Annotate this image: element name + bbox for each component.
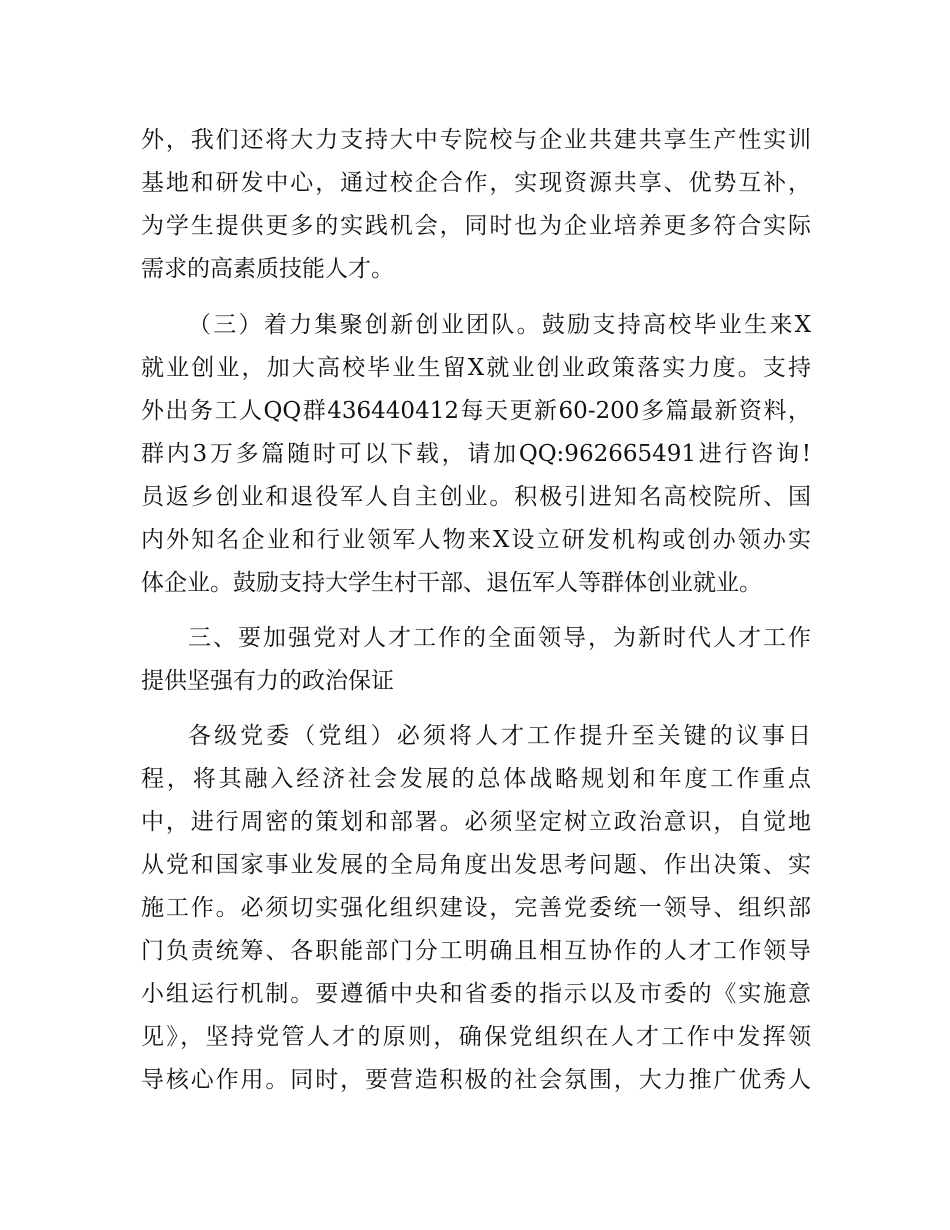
text-line: 为学生提供更多的实践机会，同时也为企业培养更多符合实际 xyxy=(141,213,811,239)
text-line: 中，进行周密的策划和部署。必须坚定树立政治意识，自觉地 xyxy=(141,809,811,835)
text-line: 导核心作用。同时，要营造积极的社会氛围，大力推广优秀人 xyxy=(141,1067,811,1093)
text-line: （三）着力集聚创新创业团队。鼓励支持高校毕业生来X xyxy=(188,312,811,338)
text-line: 门负责统筹、各职能部门分工明确且相互协作的人才工作领导 xyxy=(141,938,811,964)
text-line: 小组运行机制。要遵循中央和省委的指示以及市委的《实施意 xyxy=(141,981,811,1007)
text-line: 员返乡创业和退役军人自主创业。积极引进知名高校院所、国 xyxy=(141,484,811,510)
text-line: 程，将其融入经济社会发展的总体战略规划和年度工作重点 xyxy=(141,766,811,792)
text-line: 各级党委（党组）必须将人才工作提升至关键的议事日 xyxy=(188,723,811,749)
text-line: 就业创业，加大高校毕业生留X就业创业政策落实力度。支持 xyxy=(141,355,811,381)
text-line: 从党和国家事业发展的全局角度出发思考问题、作出决策、实 xyxy=(141,852,811,878)
text-line: 见》，坚持党管人才的原则，确保党组织在人才工作中发挥领 xyxy=(141,1024,811,1050)
section-heading-line: 三、要加强党对人才工作的全面领导，为新时代人才工作 xyxy=(188,625,811,651)
text-line: 需求的高素质技能人才。 xyxy=(141,256,394,282)
text-line: 内外知名企业和行业领军人物来X设立研发机构或创办领办实 xyxy=(141,527,811,553)
text-line: 群内3万多篇随时可以下载，请加QQ:962665491进行咨询! xyxy=(141,441,811,467)
text-line: 外，我们还将大力支持大中专院校与企业共建共享生产性实训 xyxy=(141,127,811,153)
text-line: 体企业。鼓励支持大学生村干部、退伍军人等群体创业就业。 xyxy=(141,570,762,596)
text-line: 施工作。必须切实强化组织建设，完善党委统一领导、组织部 xyxy=(141,895,811,921)
text-line: 外出务工人QQ群436440412每天更新60-200多篇最新资料， xyxy=(141,398,811,424)
text-line: 基地和研发中心，通过校企合作，实现资源共享、优势互补， xyxy=(141,170,811,196)
section-heading-line: 提供坚强有力的政治保证 xyxy=(141,668,394,694)
